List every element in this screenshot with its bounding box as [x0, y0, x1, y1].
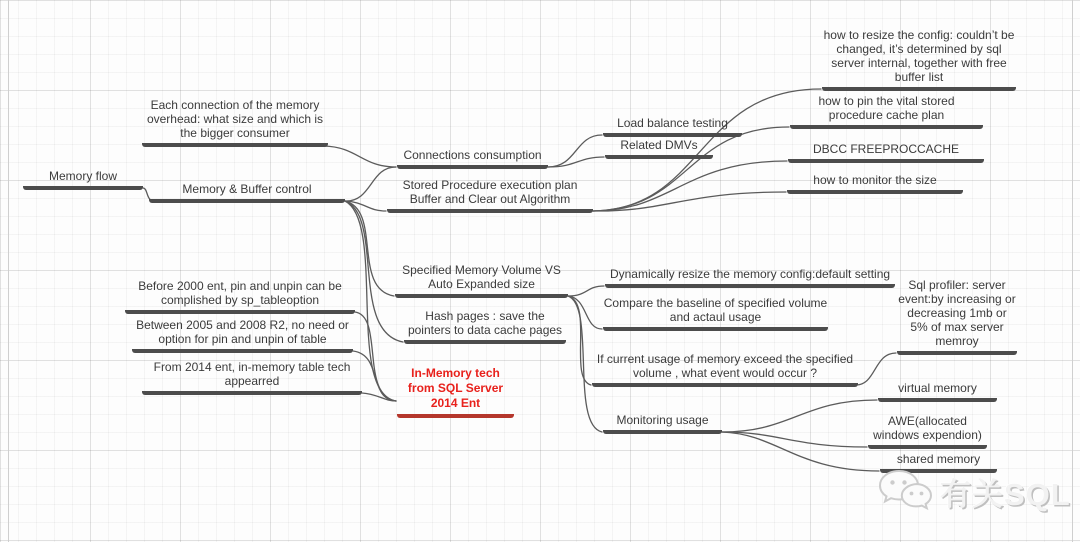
node-connections-consumption[interactable]: Connections consumption: [397, 148, 548, 169]
node-virtual-memory[interactable]: virtual memory: [878, 381, 997, 402]
node-how-to-pin-cache-plan[interactable]: how to pin the vital stored procedure cache plan: [790, 94, 983, 129]
node-if-current-usage[interactable]: If current usage of memory exceed the specified volume , what event would occur ?: [592, 352, 858, 387]
node-between-2005-2008-note[interactable]: Between 2005 and 2008 R2, no need or option for pin and unpin of table: [132, 318, 353, 353]
watermark-label: 有关SQL: [940, 476, 1071, 512]
node-before-2000-note[interactable]: Before 2000 ent, pin and unpin can be complished by sp_tableoption: [125, 279, 355, 314]
node-in-memory-tech[interactable]: In-Memory tech from SQL Server 2014 Ent: [397, 366, 514, 418]
node-stored-procedure-plan[interactable]: Stored Procedure execution plan Buffer and Clear out Algorithm: [387, 178, 593, 213]
node-memory-flow[interactable]: Memory flow: [23, 169, 143, 190]
node-shared-memory[interactable]: shared memory: [880, 452, 997, 473]
wechat-icon: [876, 468, 934, 514]
node-dynamically-resize[interactable]: Dynamically resize the memory config:default setting: [605, 267, 895, 288]
node-related-dmvs[interactable]: Related DMVs: [605, 138, 713, 159]
node-awe[interactable]: AWE(allocated windows expendion): [868, 414, 987, 449]
node-from-2014-note[interactable]: From 2014 ent, in-memory table tech appearred: [142, 360, 362, 395]
node-specified-memory-volume[interactable]: Specified Memory Volume VS Auto Expanded size: [395, 263, 568, 298]
node-each-connection-note[interactable]: Each connection of the memory overhead: what size and which is the bigger consumer: [142, 98, 328, 147]
node-load-balance-testing[interactable]: Load balance testing: [603, 116, 742, 137]
node-how-to-monitor-size[interactable]: how to monitor the size: [787, 173, 963, 194]
node-sql-profiler[interactable]: Sql profiler: server event:by increasing or decreasing 1mb or 5% of max server memroy: [897, 278, 1017, 355]
node-how-to-resize-config[interactable]: how to resize the config: couldn’t be changed, it’s determined by sql server internal, together with free buffer list: [822, 28, 1016, 91]
node-monitoring-usage[interactable]: Monitoring usage: [603, 413, 722, 434]
node-compare-baseline[interactable]: Compare the baseline of specified volume and actaul usage: [603, 296, 828, 331]
node-hash-pages[interactable]: Hash pages : save the pointers to data cache pages: [404, 309, 566, 344]
node-dbcc-freeproccache[interactable]: DBCC FREEPROCCACHE: [788, 142, 984, 163]
node-memory-buffer-control[interactable]: Memory & Buffer control: [149, 182, 345, 203]
watermark: [876, 468, 1071, 514]
